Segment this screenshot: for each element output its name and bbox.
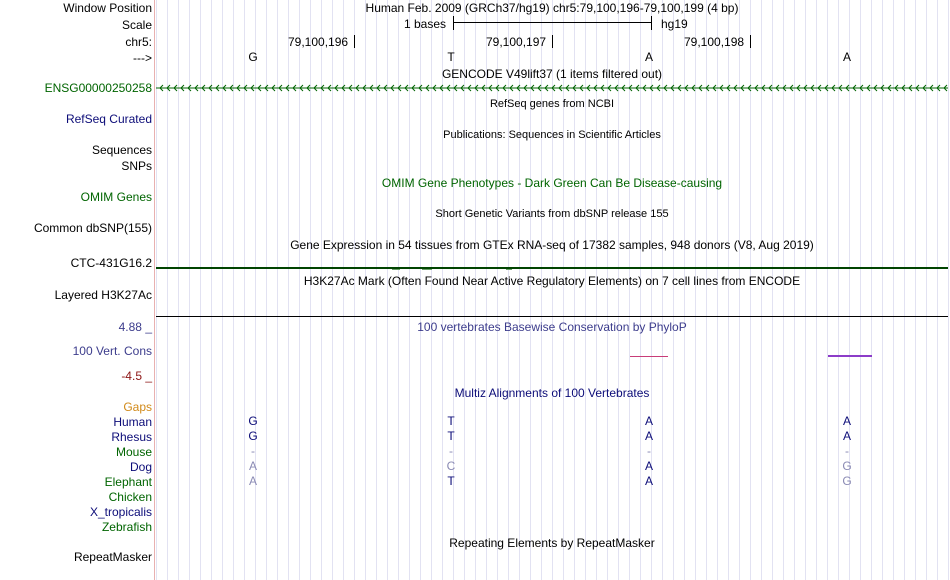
coordinate-tick-3 — [750, 35, 751, 48]
reference-base: A — [644, 50, 653, 64]
alignment-base: C — [446, 459, 456, 473]
species-label-chicken[interactable]: Chicken — [108, 490, 152, 504]
multiz-gaps-label[interactable]: Gaps — [123, 400, 152, 414]
conservation-track-title[interactable]: 100 vertebrates Basewise Conservation by PhyloP — [417, 320, 687, 334]
alignment-base: A — [248, 459, 257, 473]
species-label-mouse[interactable]: Mouse — [115, 445, 152, 459]
image-left-border — [154, 0, 155, 580]
scale-text: 1 bases — [404, 17, 447, 31]
omim-track-label[interactable]: OMIM Genes — [80, 190, 152, 204]
repeatmasker-track-label[interactable]: RepeatMasker — [73, 550, 152, 564]
gencode-gene-model[interactable] — [156, 82, 948, 94]
coordinate-tick-2 — [552, 35, 553, 48]
species-label-human[interactable]: Human — [113, 415, 152, 429]
conservation-score-bar — [828, 355, 872, 357]
gtex-item-label[interactable]: CTC-431G16.2 — [70, 256, 152, 270]
omim-track-title[interactable]: OMIM Gene Phenotypes - Dark Green Can Be Disease-causing — [381, 176, 723, 190]
conservation-min-label: -4.5 _ — [121, 369, 152, 383]
scale-label: Scale — [121, 18, 152, 32]
alignment-base: G — [842, 459, 852, 473]
multiz-track-title[interactable]: Multiz Alignments of 100 Vertebrates — [454, 386, 650, 400]
alignment-base: A — [644, 459, 653, 473]
conservation-max-label: 4.88 _ — [118, 320, 152, 334]
alignment-base: A — [842, 414, 851, 428]
alignment-base: A — [644, 414, 653, 428]
reference-base: A — [842, 50, 851, 64]
scale-bar — [453, 16, 652, 30]
conservation-track-label[interactable]: 100 Vert. Cons — [72, 344, 152, 358]
alignment-base: - — [647, 444, 651, 458]
species-label-zebrafish[interactable]: Zebrafish — [101, 520, 152, 534]
h3k27ac-track-label[interactable]: Layered H3K27Ac — [54, 288, 152, 302]
alignment-base: G — [842, 474, 852, 488]
reference-base: G — [248, 50, 258, 64]
species-label-rhesus[interactable]: Rhesus — [111, 430, 152, 444]
gtex-expression-marks — [156, 269, 948, 271]
scale-assembly: hg19 — [661, 17, 688, 31]
snps-track-label[interactable]: SNPs — [121, 159, 152, 173]
alignment-base: - — [449, 444, 453, 458]
dbsnp-track-label[interactable]: Common dbSNP(155) — [33, 221, 152, 235]
refseq-track-title[interactable]: RefSeq genes from NCBI — [489, 98, 615, 110]
chrom-label: chr5: — [125, 35, 152, 49]
alignment-base: T — [447, 429, 455, 443]
strand-label: ---> — [133, 51, 152, 65]
coordinate-label-3: 79,100,198 — [684, 35, 745, 49]
species-label-x_tropicalis[interactable]: X_tropicalis — [89, 505, 152, 519]
dbsnp-track-title[interactable]: Short Genetic Variants from dbSNP release 155 — [435, 208, 669, 220]
conservation-score-bar — [630, 356, 668, 357]
publications-track-title[interactable]: Publications: Sequences in Scientific Articles — [443, 129, 661, 141]
publications-track-label[interactable]: Sequences — [91, 143, 152, 157]
alignment-base: - — [251, 444, 255, 458]
alignment-base: A — [248, 474, 257, 488]
alignment-base: A — [644, 474, 653, 488]
alignment-base: G — [248, 429, 258, 443]
gtex-track-title[interactable]: Gene Expression in 54 tissues from GTEx RNA-seq of 17382 samples, 948 donors (V8, Aug 2019) — [290, 238, 814, 252]
gencode-item-label[interactable]: ENSG00000250258 — [44, 81, 152, 95]
alignment-base: A — [644, 429, 653, 443]
species-label-dog[interactable]: Dog — [129, 460, 152, 474]
coordinate-label-2: 79,100,197 — [486, 35, 547, 49]
h3k27ac-track-title[interactable]: H3K27Ac Mark (Often Found Near Active Regulatory Elements) on 7 cell lines from ENCODE — [303, 274, 801, 288]
gencode-track-title[interactable]: GENCODE V49lift37 (1 items filtered out) — [441, 67, 663, 81]
reference-base: T — [447, 50, 455, 64]
alignment-base: - — [845, 444, 849, 458]
alignment-base: G — [248, 414, 258, 428]
assembly-position-title[interactable]: Human Feb. 2009 (GRCh37/hg19) chr5:79,100,196-79,100,199 (4 bp) — [365, 1, 739, 15]
coordinate-label-1: 79,100,196 — [288, 35, 349, 49]
coordinate-tick-1 — [354, 35, 355, 48]
alignment-base: T — [447, 414, 455, 428]
refseq-track-label[interactable]: RefSeq Curated — [65, 112, 152, 126]
alignment-base: T — [447, 474, 455, 488]
h3k27ac-baseline — [156, 316, 948, 317]
alignment-base: A — [842, 429, 851, 443]
species-label-elephant[interactable]: Elephant — [104, 475, 152, 489]
repeatmasker-track-title[interactable]: Repeating Elements by RepeatMasker — [449, 536, 655, 550]
window-position-label: Window Position — [63, 1, 152, 15]
